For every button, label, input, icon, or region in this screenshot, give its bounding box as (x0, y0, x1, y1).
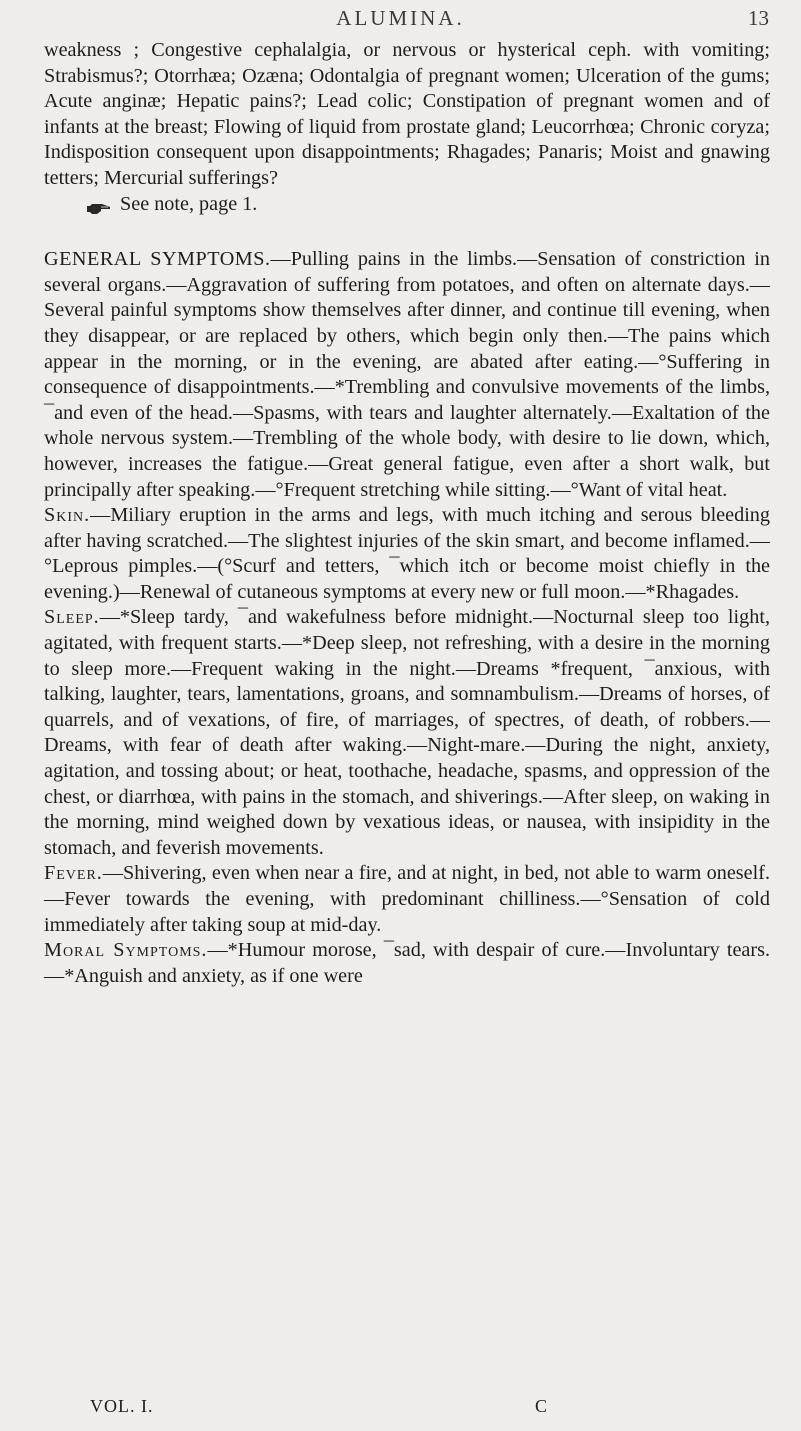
section-heading-general-symptoms: GENERAL SYMPTOMS. (44, 248, 271, 271)
running-head (0, 6, 801, 36)
running-head-title: ALUMINA. (336, 6, 465, 30)
section-heading-moral-symptoms: Moral Symptoms. (44, 939, 208, 962)
pointing-hand-icon (86, 198, 112, 212)
fever-paragraph (44, 861, 770, 938)
section-heading-skin: Skin. (44, 504, 91, 527)
page-footer (90, 1396, 730, 1424)
skin-text: —Miliary eruption in the arms and legs, with much itching and serous bleeding after having scratched.—The slightest injuries of the skin smart, and become inflamed.—°Leprous pimples.—(°Scurf and tetters, ¯which itch or become moist chiefly in the evening.)—Renewal of cutaneous symptoms at every new or full moon.—*Rhagades. (44, 504, 770, 603)
skin-paragraph (44, 503, 770, 605)
fever-text: —Shivering, even when near a fire, and at night, in bed, not able to warm oneself.—Fever towards the evening, with predominant chilliness.—°Sensation of cold immediately after taking soup at mid-day. (44, 862, 770, 936)
general-symptoms-text: —Pulling pains in the limbs.—Sensation of constriction in several organs.—Aggravation of suffering from potatoes, and often on alternate days.—Several painful symptoms show themselves after dinner, and continue till evening, when they disappear, or are replaced by others, which begin only then.—The pains which appear in the morning, or in the evening, are abated after eating.—°Suffering in consequence of disappointments.—*Trembling and convulsive movements of the limbs, ¯and even of the head.—Spasms, with tears and laughter alternately.—Exaltation of the whole nervous system.—Trembling of the whole body, with desire to lie down, which, however, increases the fatigue.—Great general fatigue, even after a short walk, but principally after speaking.—°Frequent stretching while sitting.—°Want of vital heat. (44, 248, 770, 501)
sleep-paragraph (44, 605, 770, 861)
page-number: 13 (748, 6, 769, 30)
signature-mark: C (535, 1396, 549, 1416)
continuation-paragraph: weakness ; Congestive cephalalgia, or nervous or hysterical ceph. with vomiting; Strabismus?; Otorrhæa; Ozæna; Odontalgia of pregnant women; Ulceration of the gums; Acute anginæ; Hepatic pains?; Lead colic; Constipation of pregnant women and of infants at the breast; Flowing of liquid from prostate gland; Leucorrhœa; Chronic coryza; Indisposition consequent upon disappointments; Rhagades; Panaris; Moist and gnawing tetters; Mercurial sufferings? (44, 39, 770, 189)
section-heading-sleep: Sleep. (44, 606, 100, 629)
section-heading-fever: Fever. (44, 862, 103, 885)
moral-symptoms-paragraph (44, 938, 770, 989)
section-gap (44, 217, 770, 247)
page-body (44, 38, 770, 989)
note-text: See note, page 1. (120, 192, 258, 215)
general-symptoms-paragraph (44, 247, 770, 503)
sleep-text: —*Sleep tardy, ¯and wakefulness before midnight.—Nocturnal sleep too light, agitated, with frequent starts.—*Deep sleep, not refreshing, with a desire in the morning to sleep more.—Frequent waking in the night.—Dreams *frequent, ¯anxious, with talking, laughter, tears, lamentations, groans, and somnambulism.—Dreams of horses, of quarrels, and of vexations, of fire, of marriages, of spectres, of death, of robbers.—Dreams, with fear of death after waking.—Night-mare.—During the night, anxiety, agitation, and tossing about; or heat, toothache, headache, spasms, and oppression of the chest, or diarrhœa, with pains in the stomach, and shiverings.—After sleep, on waking in the morning, mind weighed down by vexatious ideas, or nausea, with insipidity in the stomach, and feverish movements. (44, 606, 770, 859)
volume-label: VOL. I. (90, 1396, 154, 1416)
moral-symptoms-text: —*Humour morose, ¯sad, with despair of cure.—Involuntary tears.—*Anguish and anxiety, as if one were (44, 939, 770, 987)
note-line (44, 192, 770, 218)
